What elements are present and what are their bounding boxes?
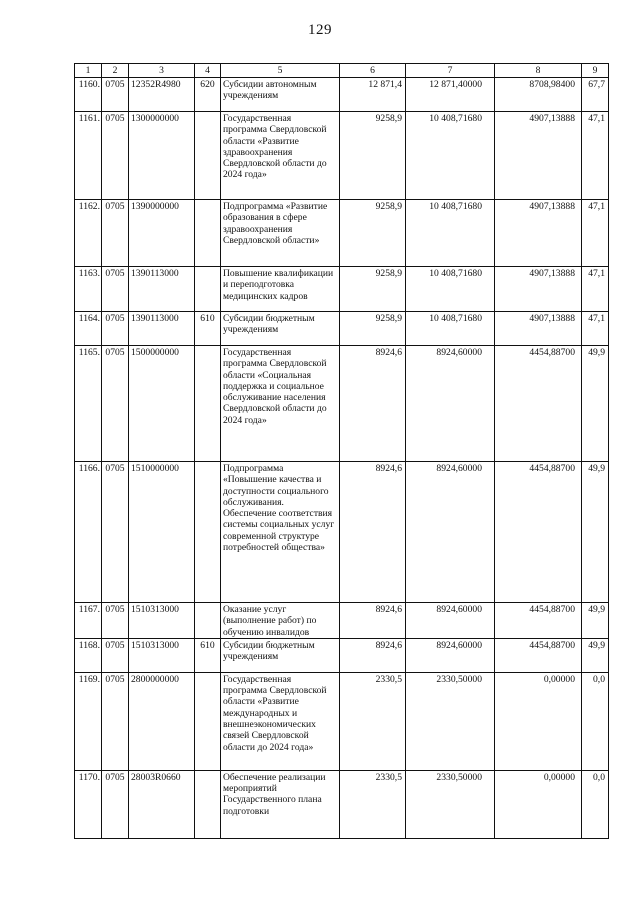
column-header: 4 xyxy=(195,64,221,78)
section-code: 0705 xyxy=(102,267,129,312)
percent-col9: 67,7 xyxy=(582,78,609,112)
target-code: 1510313000 xyxy=(129,638,195,672)
item-name: Субсидии автономным учреждениям xyxy=(221,78,340,112)
target-code: 12352R4980 xyxy=(129,78,195,112)
value-col8: 4907,13888 xyxy=(495,312,582,346)
expense-type xyxy=(195,770,221,838)
value-col8: 8708,98400 xyxy=(495,78,582,112)
percent-col9: 0,0 xyxy=(582,672,609,770)
column-header: 9 xyxy=(582,64,609,78)
value-col6: 8924,6 xyxy=(340,603,406,639)
table-row xyxy=(75,200,609,267)
table-row xyxy=(75,346,609,462)
target-code: 28003R0660 xyxy=(129,770,195,838)
row-number: 1166. xyxy=(75,462,102,603)
column-header: 1 xyxy=(75,64,102,78)
section-code: 0705 xyxy=(102,346,129,462)
value-col6: 8924,6 xyxy=(340,462,406,603)
section-code: 0705 xyxy=(102,770,129,838)
section-code: 0705 xyxy=(102,312,129,346)
percent-col9: 47,1 xyxy=(582,267,609,312)
column-header: 2 xyxy=(102,64,129,78)
value-col6: 8924,6 xyxy=(340,638,406,672)
row-number: 1164. xyxy=(75,312,102,346)
row-number: 1163. xyxy=(75,267,102,312)
row-number: 1168. xyxy=(75,638,102,672)
item-name: Государственная программа Свердловской области «Развитие здравоохранения Свердловской области до 2024 года» xyxy=(221,112,340,200)
section-code: 0705 xyxy=(102,78,129,112)
percent-col9: 47,1 xyxy=(582,312,609,346)
item-name: Субсидии бюджетным учреждениям xyxy=(221,312,340,346)
value-col6: 9258,9 xyxy=(340,200,406,267)
item-name: Государственная программа Свердловской области «Развитие международных и внешнеэкономических связей Свердловской области до 2024 года» xyxy=(221,672,340,770)
target-code: 2800000000 xyxy=(129,672,195,770)
section-code: 0705 xyxy=(102,112,129,200)
table-row xyxy=(75,770,609,838)
table-row xyxy=(75,112,609,200)
expense-type xyxy=(195,672,221,770)
row-number: 1170. xyxy=(75,770,102,838)
expense-type xyxy=(195,462,221,603)
value-col7: 2330,50000 xyxy=(406,770,495,838)
value-col8: 4454,88700 xyxy=(495,346,582,462)
target-code: 1510000000 xyxy=(129,462,195,603)
page-number: 129 xyxy=(308,22,332,38)
expense-type xyxy=(195,200,221,267)
section-code: 0705 xyxy=(102,603,129,639)
value-col6: 8924,6 xyxy=(340,346,406,462)
value-col7: 2330,50000 xyxy=(406,672,495,770)
expense-type: 610 xyxy=(195,638,221,672)
expense-type: 610 xyxy=(195,312,221,346)
value-col7: 10 408,71680 xyxy=(406,267,495,312)
percent-col9: 49,9 xyxy=(582,603,609,639)
value-col7: 10 408,71680 xyxy=(406,200,495,267)
value-col6: 2330,5 xyxy=(340,672,406,770)
column-header: 7 xyxy=(406,64,495,78)
item-name: Оказание услуг (выполнение работ) по обучению инвалидов xyxy=(221,603,340,639)
value-col7: 8924,60000 xyxy=(406,603,495,639)
table-row xyxy=(75,672,609,770)
target-code: 1500000000 xyxy=(129,346,195,462)
value-col8: 4454,88700 xyxy=(495,462,582,603)
section-code: 0705 xyxy=(102,638,129,672)
table-header-row xyxy=(75,64,609,78)
percent-col9: 49,9 xyxy=(582,462,609,603)
expense-type xyxy=(195,346,221,462)
value-col7: 12 871,40000 xyxy=(406,78,495,112)
value-col8: 4454,88700 xyxy=(495,638,582,672)
row-number: 1161. xyxy=(75,112,102,200)
item-name: Повышение квалификации и переподготовка медицинских кадров xyxy=(221,267,340,312)
value-col6: 9258,9 xyxy=(340,267,406,312)
row-number: 1162. xyxy=(75,200,102,267)
table-row xyxy=(75,638,609,672)
table-row xyxy=(75,603,609,639)
value-col7: 8924,60000 xyxy=(406,638,495,672)
budget-table xyxy=(74,63,609,839)
expense-type xyxy=(195,603,221,639)
value-col8: 4907,13888 xyxy=(495,200,582,267)
value-col6: 9258,9 xyxy=(340,112,406,200)
row-number: 1165. xyxy=(75,346,102,462)
value-col8: 4907,13888 xyxy=(495,112,582,200)
table-row xyxy=(75,78,609,112)
table-row xyxy=(75,462,609,603)
row-number: 1167. xyxy=(75,603,102,639)
section-code: 0705 xyxy=(102,462,129,603)
value-col7: 10 408,71680 xyxy=(406,112,495,200)
expense-type xyxy=(195,112,221,200)
target-code: 1390113000 xyxy=(129,312,195,346)
section-code: 0705 xyxy=(102,200,129,267)
row-number: 1160. xyxy=(75,78,102,112)
value-col8: 0,00000 xyxy=(495,672,582,770)
expense-type: 620 xyxy=(195,78,221,112)
percent-col9: 47,1 xyxy=(582,112,609,200)
percent-col9: 49,9 xyxy=(582,346,609,462)
column-header: 3 xyxy=(129,64,195,78)
expense-type xyxy=(195,267,221,312)
section-code: 0705 xyxy=(102,672,129,770)
value-col8: 4907,13888 xyxy=(495,267,582,312)
column-header: 5 xyxy=(221,64,340,78)
target-code: 1390000000 xyxy=(129,200,195,267)
column-header: 8 xyxy=(495,64,582,78)
target-code: 1300000000 xyxy=(129,112,195,200)
value-col6: 9258,9 xyxy=(340,312,406,346)
value-col8: 4454,88700 xyxy=(495,603,582,639)
value-col8: 0,00000 xyxy=(495,770,582,838)
item-name: Обеспечение реализации мероприятий Государственного плана подготовки xyxy=(221,770,340,838)
item-name: Государственная программа Свердловской области «Социальная поддержка и социальное обслуживание населения Свердловской области до 2024 года» xyxy=(221,346,340,462)
column-header: 6 xyxy=(340,64,406,78)
row-number: 1169. xyxy=(75,672,102,770)
value-col7: 8924,60000 xyxy=(406,346,495,462)
table-row xyxy=(75,312,609,346)
target-code: 1390113000 xyxy=(129,267,195,312)
value-col6: 12 871,4 xyxy=(340,78,406,112)
target-code: 1510313000 xyxy=(129,603,195,639)
item-name: Подпрограмма «Развитие образования в сфере здравоохранения Свердловской области» xyxy=(221,200,340,267)
value-col7: 8924,60000 xyxy=(406,462,495,603)
item-name: Подпрограмма «Повышение качества и доступности социального обслуживания. Обеспечение соответствия системы социальных услуг современной структуре потребностей общества» xyxy=(221,462,340,603)
percent-col9: 0,0 xyxy=(582,770,609,838)
value-col7: 10 408,71680 xyxy=(406,312,495,346)
percent-col9: 47,1 xyxy=(582,200,609,267)
table-row xyxy=(75,267,609,312)
percent-col9: 49,9 xyxy=(582,638,609,672)
value-col6: 2330,5 xyxy=(340,770,406,838)
item-name: Субсидии бюджетным учреждениям xyxy=(221,638,340,672)
